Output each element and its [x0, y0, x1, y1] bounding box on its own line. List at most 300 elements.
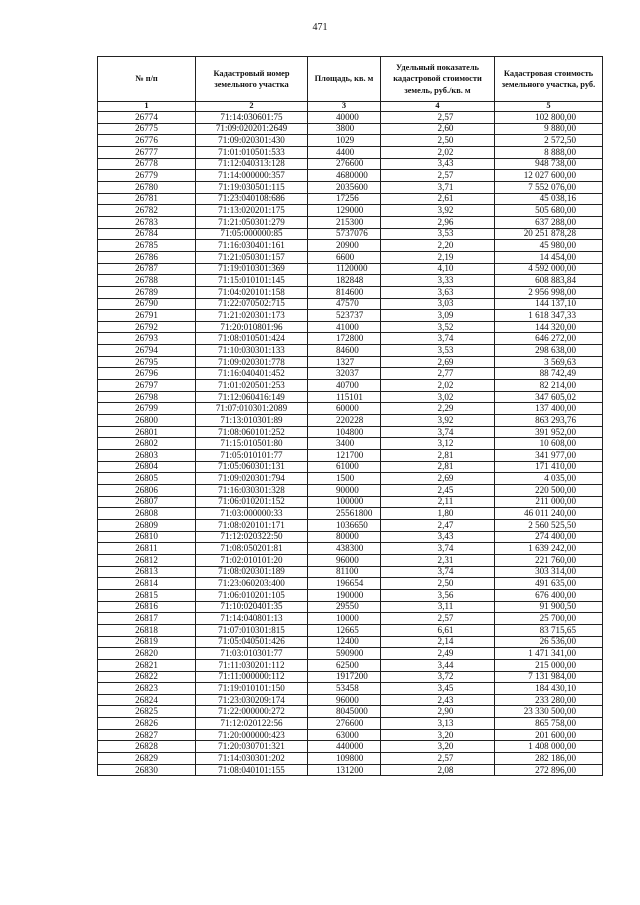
cell-area: 196654 — [308, 578, 381, 590]
cell-row-number: 26799 — [98, 403, 196, 415]
cell-cadastral-number: 71:08:020101:171 — [196, 519, 308, 531]
cell-rate: 2,50 — [381, 135, 495, 147]
cell-rate: 3,53 — [381, 228, 495, 240]
table-row — [98, 275, 603, 287]
cell-cadastral-value: 274 400,00 — [495, 531, 603, 543]
cell-row-number: 26775 — [98, 123, 196, 135]
table-row — [98, 729, 603, 741]
cell-cadastral-number: 71:07:010301:815 — [196, 624, 308, 636]
cell-rate: 2,08 — [381, 764, 495, 776]
cell-cadastral-value: 201 600,00 — [495, 729, 603, 741]
cell-row-number: 26829 — [98, 753, 196, 765]
cell-cadastral-value: 221 760,00 — [495, 554, 603, 566]
cell-cadastral-number: 71:08:010501:424 — [196, 333, 308, 345]
table-row — [98, 554, 603, 566]
cell-cadastral-number: 71:05:060301:131 — [196, 461, 308, 473]
cell-area: 104800 — [308, 426, 381, 438]
table-row — [98, 636, 603, 648]
cell-cadastral-value: 83 715,65 — [495, 624, 603, 636]
cell-rate: 2,81 — [381, 461, 495, 473]
table-row — [98, 589, 603, 601]
table-row — [98, 356, 603, 368]
cell-area: 53458 — [308, 683, 381, 695]
cell-area: 215300 — [308, 216, 381, 228]
cell-row-number: 26790 — [98, 298, 196, 310]
cell-cadastral-value: 45 038,16 — [495, 193, 603, 205]
page-number: 471 — [312, 22, 328, 33]
cell-row-number: 26812 — [98, 554, 196, 566]
cell-cadastral-value: 391 952,00 — [495, 426, 603, 438]
cell-area: 115101 — [308, 391, 381, 403]
cell-rate: 2,60 — [381, 123, 495, 135]
cell-rate: 3,02 — [381, 391, 495, 403]
cell-rate: 3,92 — [381, 415, 495, 427]
cell-cadastral-number: 71:01:010501:533 — [196, 146, 308, 158]
cell-area: 190000 — [308, 589, 381, 601]
cell-cadastral-value: 491 635,00 — [495, 578, 603, 590]
cell-row-number: 26807 — [98, 496, 196, 508]
header-specific-value-rate: Удельный показатель кадастровой стоимости земель, руб./кв. м — [381, 57, 495, 102]
cell-row-number: 26791 — [98, 310, 196, 322]
cell-rate: 3,43 — [381, 158, 495, 170]
cell-cadastral-number: 71:08:020301:189 — [196, 566, 308, 578]
table-row — [98, 706, 603, 718]
cell-rate: 3,53 — [381, 345, 495, 357]
cell-cadastral-number: 71:19:010301:369 — [196, 263, 308, 275]
cell-row-number: 26813 — [98, 566, 196, 578]
cell-cadastral-value: 3 569,63 — [495, 356, 603, 368]
cell-cadastral-value: 863 293,76 — [495, 415, 603, 427]
cell-row-number: 26781 — [98, 193, 196, 205]
cell-rate: 2,49 — [381, 648, 495, 660]
cell-area: 63000 — [308, 729, 381, 741]
cell-row-number: 26780 — [98, 181, 196, 193]
cell-cadastral-number: 71:15:010501:80 — [196, 438, 308, 450]
cell-rate: 2,77 — [381, 368, 495, 380]
cell-cadastral-value: 26 536,00 — [495, 636, 603, 648]
cell-rate: 3,13 — [381, 718, 495, 730]
cell-rate: 2,50 — [381, 578, 495, 590]
table-row — [98, 310, 603, 322]
cell-rate: 3,71 — [381, 181, 495, 193]
table-row — [98, 321, 603, 333]
cell-cadastral-number: 71:01:020501:253 — [196, 380, 308, 392]
cell-cadastral-value: 2 956 998,00 — [495, 286, 603, 298]
cell-row-number: 26787 — [98, 263, 196, 275]
cell-cadastral-number: 71:14:040801:13 — [196, 613, 308, 625]
cell-cadastral-number: 71:23:060203:400 — [196, 578, 308, 590]
cell-area: 5737076 — [308, 228, 381, 240]
cell-row-number: 26788 — [98, 275, 196, 287]
cell-rate: 2,81 — [381, 450, 495, 462]
cell-cadastral-value: 2 560 525,50 — [495, 519, 603, 531]
table-row — [98, 741, 603, 753]
table-row — [98, 286, 603, 298]
column-number: 1 — [98, 102, 196, 112]
table-row — [98, 181, 603, 193]
cell-cadastral-value: 23 330 500,00 — [495, 706, 603, 718]
cell-row-number: 26795 — [98, 356, 196, 368]
cell-rate: 3,43 — [381, 531, 495, 543]
cell-area: 220228 — [308, 415, 381, 427]
cell-area: 25561800 — [308, 508, 381, 520]
cell-area: 1327 — [308, 356, 381, 368]
cell-cadastral-value: 298 638,00 — [495, 345, 603, 357]
cell-cadastral-value: 948 738,00 — [495, 158, 603, 170]
cell-row-number: 26777 — [98, 146, 196, 158]
cell-row-number: 26801 — [98, 426, 196, 438]
cell-cadastral-number: 71:16:040401:452 — [196, 368, 308, 380]
cell-row-number: 26789 — [98, 286, 196, 298]
table-row — [98, 333, 603, 345]
cell-cadastral-value: 272 896,00 — [495, 764, 603, 776]
table-row — [98, 123, 603, 135]
cell-area: 814600 — [308, 286, 381, 298]
cell-area: 80000 — [308, 531, 381, 543]
cell-row-number: 26796 — [98, 368, 196, 380]
table-row — [98, 671, 603, 683]
column-number: 3 — [308, 102, 381, 112]
cell-rate: 2,69 — [381, 473, 495, 485]
cell-cadastral-value: 215 000,00 — [495, 659, 603, 671]
cell-row-number: 26797 — [98, 380, 196, 392]
cell-row-number: 26793 — [98, 333, 196, 345]
cell-rate: 2,61 — [381, 193, 495, 205]
cell-cadastral-value: 102 800,00 — [495, 112, 603, 124]
header-area: Площадь, кв. м — [308, 57, 381, 102]
table-row — [98, 566, 603, 578]
table-row — [98, 659, 603, 671]
table-row — [98, 391, 603, 403]
cell-cadastral-number: 71:03:010301:77 — [196, 648, 308, 660]
cell-rate: 2,47 — [381, 519, 495, 531]
cell-cadastral-value: 8 888,00 — [495, 146, 603, 158]
cell-area: 90000 — [308, 485, 381, 497]
cell-cadastral-number: 71:11:000000:112 — [196, 671, 308, 683]
cell-cadastral-value: 14 454,00 — [495, 251, 603, 263]
cell-rate: 2,43 — [381, 694, 495, 706]
cell-area: 1120000 — [308, 263, 381, 275]
cell-rate: 3,52 — [381, 321, 495, 333]
table-row — [98, 461, 603, 473]
cell-row-number: 26827 — [98, 729, 196, 741]
column-number: 4 — [381, 102, 495, 112]
table-row — [98, 426, 603, 438]
cell-row-number: 26805 — [98, 473, 196, 485]
cell-row-number: 26823 — [98, 683, 196, 695]
table-row — [98, 648, 603, 660]
cell-row-number: 26814 — [98, 578, 196, 590]
cell-area: 438300 — [308, 543, 381, 555]
table-body — [98, 112, 603, 776]
table-row — [98, 112, 603, 124]
table-row — [98, 450, 603, 462]
cell-cadastral-number: 71:08:060101:252 — [196, 426, 308, 438]
table-row — [98, 694, 603, 706]
cell-rate: 2,02 — [381, 146, 495, 158]
column-number-row — [98, 102, 603, 112]
cell-cadastral-number: 71:03:000000:33 — [196, 508, 308, 520]
cell-cadastral-number: 71:12:060416:149 — [196, 391, 308, 403]
cell-rate: 2,11 — [381, 496, 495, 508]
cell-row-number: 26786 — [98, 251, 196, 263]
cell-rate: 2,14 — [381, 636, 495, 648]
cell-area: 1036650 — [308, 519, 381, 531]
cell-area: 590900 — [308, 648, 381, 660]
cell-cadastral-number: 71:05:040501:426 — [196, 636, 308, 648]
cell-row-number: 26785 — [98, 240, 196, 252]
table-row — [98, 205, 603, 217]
cell-cadastral-value: 608 883,84 — [495, 275, 603, 287]
cell-cadastral-number: 71:19:030501:115 — [196, 181, 308, 193]
cell-cadastral-value: 676 400,00 — [495, 589, 603, 601]
cell-area: 12665 — [308, 624, 381, 636]
cell-cadastral-value: 637 288,00 — [495, 216, 603, 228]
cell-rate: 2,57 — [381, 613, 495, 625]
cell-cadastral-value: 220 500,00 — [495, 485, 603, 497]
cell-rate: 2,29 — [381, 403, 495, 415]
cell-area: 60000 — [308, 403, 381, 415]
cell-row-number: 26779 — [98, 170, 196, 182]
cell-cadastral-number: 71:16:030301:328 — [196, 485, 308, 497]
cadastral-value-table — [97, 56, 603, 776]
cell-cadastral-number: 71:08:050201:81 — [196, 543, 308, 555]
table-row — [98, 531, 603, 543]
cell-cadastral-number: 71:12:040313:128 — [196, 158, 308, 170]
cell-cadastral-value: 1 471 341,00 — [495, 648, 603, 660]
cell-row-number: 26774 — [98, 112, 196, 124]
table-row — [98, 624, 603, 636]
cell-rate: 2,57 — [381, 112, 495, 124]
table-row — [98, 753, 603, 765]
cell-rate: 3,44 — [381, 659, 495, 671]
cell-cadastral-value: 233 280,00 — [495, 694, 603, 706]
cell-cadastral-number: 71:21:050301:157 — [196, 251, 308, 263]
cell-cadastral-value: 144 137,10 — [495, 298, 603, 310]
table-row — [98, 764, 603, 776]
cell-area: 84600 — [308, 345, 381, 357]
cell-rate: 3,74 — [381, 566, 495, 578]
cell-area: 47570 — [308, 298, 381, 310]
cell-area: 129000 — [308, 205, 381, 217]
cell-cadastral-number: 71:09:020301:430 — [196, 135, 308, 147]
cell-rate: 6,61 — [381, 624, 495, 636]
cell-rate: 3,03 — [381, 298, 495, 310]
cell-row-number: 26802 — [98, 438, 196, 450]
cell-area: 121700 — [308, 450, 381, 462]
cell-cadastral-number: 71:21:020301:173 — [196, 310, 308, 322]
cell-row-number: 26803 — [98, 450, 196, 462]
cell-area: 81100 — [308, 566, 381, 578]
table-row — [98, 578, 603, 590]
cell-cadastral-value: 20 251 878,28 — [495, 228, 603, 240]
cell-rate: 3,72 — [381, 671, 495, 683]
cell-cadastral-number: 71:14:030601:75 — [196, 112, 308, 124]
cell-cadastral-value: 7 552 076,00 — [495, 181, 603, 193]
table-row — [98, 240, 603, 252]
cell-row-number: 26825 — [98, 706, 196, 718]
cell-row-number: 26826 — [98, 718, 196, 730]
cell-cadastral-value: 646 272,00 — [495, 333, 603, 345]
table-row — [98, 135, 603, 147]
column-number: 2 — [196, 102, 308, 112]
cell-cadastral-value: 2 572,50 — [495, 135, 603, 147]
table-row — [98, 263, 603, 275]
cell-row-number: 26811 — [98, 543, 196, 555]
cell-area: 1029 — [308, 135, 381, 147]
cell-cadastral-number: 71:20:030701:321 — [196, 741, 308, 753]
cell-cadastral-value: 1 618 347,33 — [495, 310, 603, 322]
table-row — [98, 485, 603, 497]
cell-cadastral-value: 45 980,00 — [495, 240, 603, 252]
cell-rate: 2,19 — [381, 251, 495, 263]
cell-row-number: 26828 — [98, 741, 196, 753]
cell-area: 40700 — [308, 380, 381, 392]
cell-area: 2035600 — [308, 181, 381, 193]
cell-cadastral-value: 88 742,49 — [495, 368, 603, 380]
cell-cadastral-number: 71:05:010101:77 — [196, 450, 308, 462]
table-row — [98, 251, 603, 263]
cell-row-number: 26776 — [98, 135, 196, 147]
table-row — [98, 216, 603, 228]
cell-cadastral-value: 282 186,00 — [495, 753, 603, 765]
cell-cadastral-number: 71:05:000000:85 — [196, 228, 308, 240]
cell-area: 96000 — [308, 554, 381, 566]
cell-rate: 3,20 — [381, 729, 495, 741]
table-row — [98, 403, 603, 415]
table-row — [98, 298, 603, 310]
cell-cadastral-value: 1 639 242,00 — [495, 543, 603, 555]
cell-rate: 2,20 — [381, 240, 495, 252]
cell-rate: 2,57 — [381, 170, 495, 182]
table-row — [98, 368, 603, 380]
cell-area: 276600 — [308, 158, 381, 170]
cell-cadastral-value: 9 880,00 — [495, 123, 603, 135]
cell-area: 40000 — [308, 112, 381, 124]
cell-cadastral-number: 71:23:030209:174 — [196, 694, 308, 706]
cell-cadastral-value: 25 700,00 — [495, 613, 603, 625]
cell-rate: 3,12 — [381, 438, 495, 450]
cell-cadastral-number: 71:10:030301:133 — [196, 345, 308, 357]
cell-cadastral-value: 46 011 240,00 — [495, 508, 603, 520]
table-row — [98, 146, 603, 158]
cell-rate: 2,45 — [381, 485, 495, 497]
cell-rate: 3,09 — [381, 310, 495, 322]
cell-cadastral-value: 347 605,02 — [495, 391, 603, 403]
cell-row-number: 26794 — [98, 345, 196, 357]
cell-cadastral-number: 71:02:010101:20 — [196, 554, 308, 566]
cell-rate: 3,33 — [381, 275, 495, 287]
cell-cadastral-number: 71:19:010101:150 — [196, 683, 308, 695]
cell-area: 32037 — [308, 368, 381, 380]
cell-cadastral-value: 91 900,50 — [495, 601, 603, 613]
cell-cadastral-number: 71:14:030301:202 — [196, 753, 308, 765]
cell-area: 3400 — [308, 438, 381, 450]
table-row — [98, 519, 603, 531]
cell-area: 17256 — [308, 193, 381, 205]
cell-rate: 3,63 — [381, 286, 495, 298]
cell-area: 8045000 — [308, 706, 381, 718]
cell-cadastral-value: 4 035,00 — [495, 473, 603, 485]
cell-cadastral-number: 71:06:010201:105 — [196, 589, 308, 601]
cell-rate: 3,56 — [381, 589, 495, 601]
table-row — [98, 718, 603, 730]
cell-row-number: 26809 — [98, 519, 196, 531]
cell-row-number: 26783 — [98, 216, 196, 228]
cell-area: 96000 — [308, 694, 381, 706]
cell-area: 6600 — [308, 251, 381, 263]
cell-area: 1500 — [308, 473, 381, 485]
table-row — [98, 613, 603, 625]
table-row — [98, 193, 603, 205]
cell-rate: 4,10 — [381, 263, 495, 275]
cell-area: 182848 — [308, 275, 381, 287]
cell-cadastral-value: 865 758,00 — [495, 718, 603, 730]
cell-row-number: 26816 — [98, 601, 196, 613]
cell-cadastral-number: 71:15:010101:145 — [196, 275, 308, 287]
cell-row-number: 26822 — [98, 671, 196, 683]
cell-cadastral-value: 303 314,00 — [495, 566, 603, 578]
cell-row-number: 26804 — [98, 461, 196, 473]
table-row — [98, 380, 603, 392]
cell-rate: 1,80 — [381, 508, 495, 520]
cell-rate: 3,92 — [381, 205, 495, 217]
cell-cadastral-number: 71:13:010301:89 — [196, 415, 308, 427]
header-row — [98, 57, 603, 102]
cell-area: 276600 — [308, 718, 381, 730]
cell-area: 12400 — [308, 636, 381, 648]
cell-area: 4400 — [308, 146, 381, 158]
cell-cadastral-number: 71:11:030201:112 — [196, 659, 308, 671]
table-row — [98, 345, 603, 357]
table-row — [98, 683, 603, 695]
cell-cadastral-value: 171 410,00 — [495, 461, 603, 473]
cell-row-number: 26806 — [98, 485, 196, 497]
cell-row-number: 26808 — [98, 508, 196, 520]
cell-cadastral-value: 341 977,00 — [495, 450, 603, 462]
table-row — [98, 601, 603, 613]
cell-cadastral-number: 71:09:020301:778 — [196, 356, 308, 368]
cell-row-number: 26818 — [98, 624, 196, 636]
cell-cadastral-value: 505 680,00 — [495, 205, 603, 217]
table-row — [98, 496, 603, 508]
header-cadastral-number: Кадастровый номер земельного участка — [196, 57, 308, 102]
cell-rate: 2,69 — [381, 356, 495, 368]
cell-cadastral-number: 71:09:020301:794 — [196, 473, 308, 485]
cell-rate: 2,31 — [381, 554, 495, 566]
header-row-number: № п/п — [98, 57, 196, 102]
cell-cadastral-number: 71:13:020201:175 — [196, 205, 308, 217]
cell-area: 109800 — [308, 753, 381, 765]
cell-cadastral-number: 71:10:020401:35 — [196, 601, 308, 613]
cell-area: 131200 — [308, 764, 381, 776]
cell-cadastral-number: 71:06:010201:152 — [196, 496, 308, 508]
column-number: 5 — [495, 102, 603, 112]
cell-cadastral-value: 144 320,00 — [495, 321, 603, 333]
cell-area: 100000 — [308, 496, 381, 508]
table-row — [98, 415, 603, 427]
cell-area: 172800 — [308, 333, 381, 345]
cell-area: 20900 — [308, 240, 381, 252]
cell-row-number: 26800 — [98, 415, 196, 427]
cell-cadastral-value: 137 400,00 — [495, 403, 603, 415]
cell-area: 62500 — [308, 659, 381, 671]
cell-cadastral-value: 211 000,00 — [495, 496, 603, 508]
cell-cadastral-value: 10 608,00 — [495, 438, 603, 450]
cell-cadastral-number: 71:07:010301:2089 — [196, 403, 308, 415]
cell-row-number: 26792 — [98, 321, 196, 333]
cell-cadastral-number: 71:12:020322:50 — [196, 531, 308, 543]
